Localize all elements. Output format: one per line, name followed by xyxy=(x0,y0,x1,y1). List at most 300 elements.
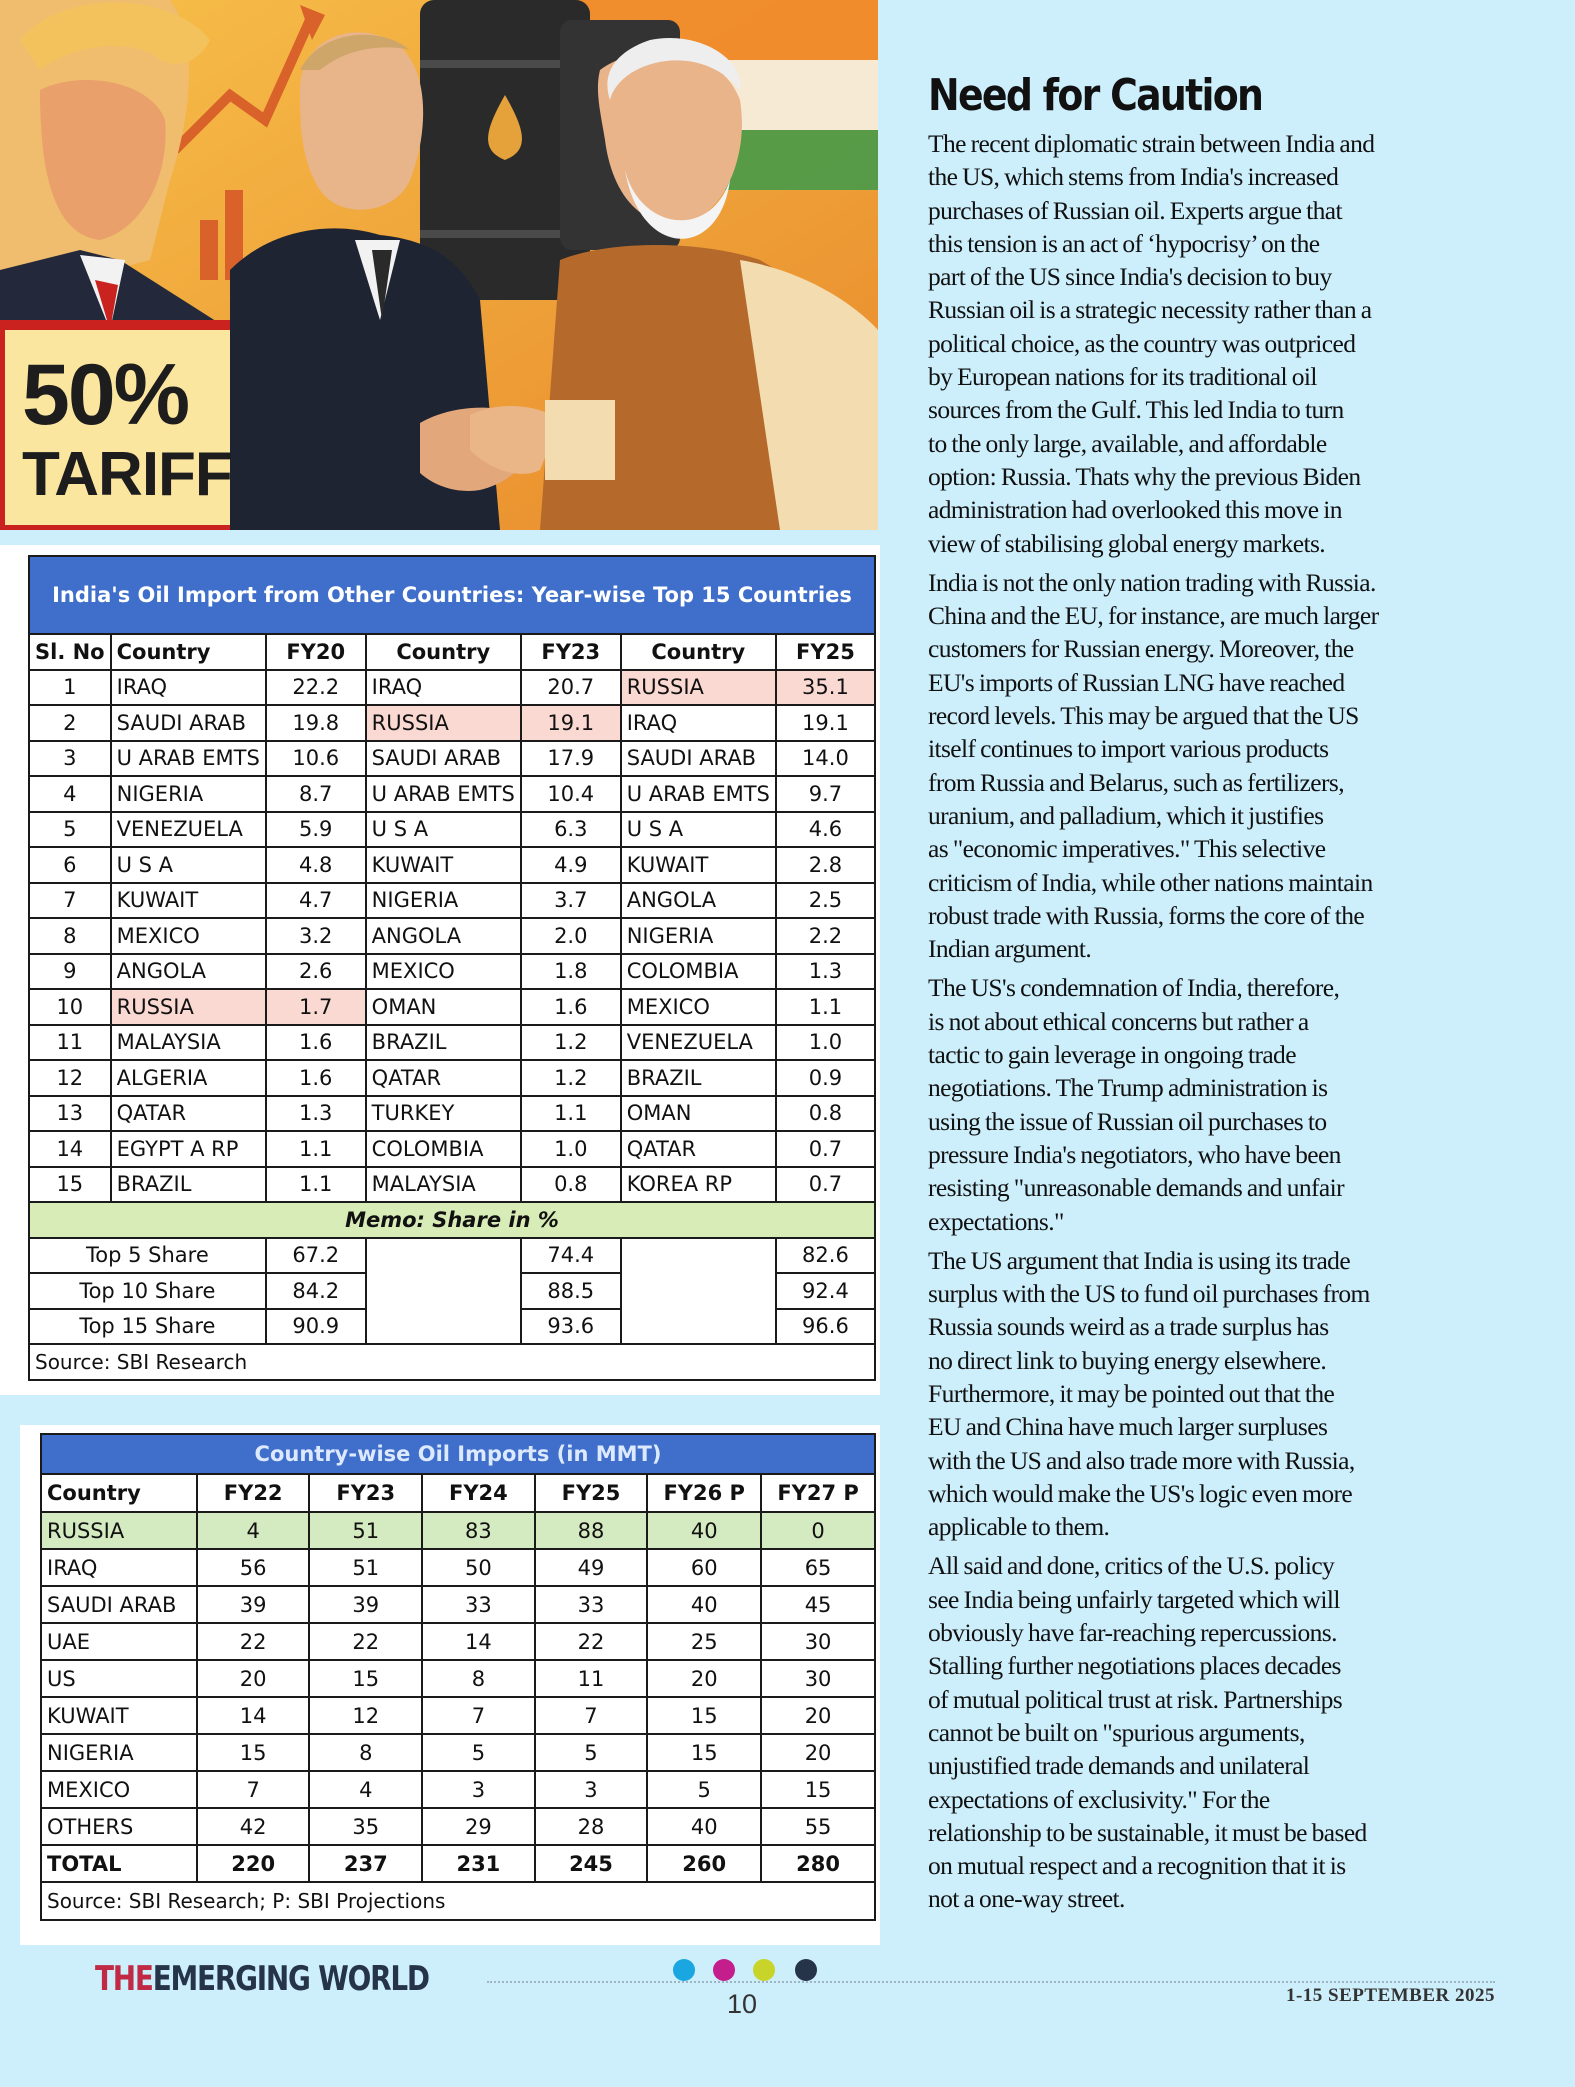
value-cell: 42 xyxy=(197,1808,310,1845)
value-cell: 10.4 xyxy=(521,776,621,812)
value-cell: 56 xyxy=(197,1549,310,1586)
article-line: uranium, and palladium, which it justifies xyxy=(928,800,1324,830)
country-cell: BRAZIL xyxy=(111,1167,266,1203)
value-cell: 15 xyxy=(761,1771,875,1808)
value-cell: 1.1 xyxy=(266,1167,366,1203)
table-row xyxy=(29,883,875,919)
rank-cell: 1 xyxy=(29,670,111,706)
value-cell: 29 xyxy=(422,1808,535,1845)
article-line: criticism of India, while other nations maintain xyxy=(928,867,1373,897)
value-cell: 17.9 xyxy=(521,741,621,777)
table-row xyxy=(29,1096,875,1132)
tariff-sign-word: TARIFF xyxy=(22,440,232,509)
country-cell: U S A xyxy=(621,812,776,848)
table-row xyxy=(29,741,875,777)
value-cell: 20 xyxy=(647,1660,761,1697)
value-cell: 0.9 xyxy=(776,1060,875,1096)
country-cell: EGYPT A RP xyxy=(111,1131,266,1167)
country-cell: ALGERIA xyxy=(111,1060,266,1096)
rank-cell: 7 xyxy=(29,883,111,919)
rank-cell: 11 xyxy=(29,1025,111,1061)
value-cell: 0.7 xyxy=(776,1167,875,1203)
share-fy23: 93.6 xyxy=(521,1309,621,1345)
value-cell: 5 xyxy=(535,1734,648,1771)
dot-icon xyxy=(753,1959,775,1981)
share-fy25: 96.6 xyxy=(776,1309,875,1345)
logo-emerging-world: EMERGING WORLD xyxy=(152,1959,429,1999)
article-line: view of stabilising global energy markets. xyxy=(928,528,1326,558)
value-cell: 35 xyxy=(309,1808,422,1845)
share-blank xyxy=(366,1238,521,1345)
article-paragraph xyxy=(928,1549,1508,1915)
table1-header-fy25: FY25 xyxy=(776,634,875,670)
article-line: to the only large, available, and affordable xyxy=(928,428,1327,458)
value-cell: 2.8 xyxy=(776,847,875,883)
rank-cell: 15 xyxy=(29,1167,111,1203)
value-cell: 60 xyxy=(647,1549,761,1586)
rank-cell: 3 xyxy=(29,741,111,777)
value-cell: 220 xyxy=(197,1845,310,1882)
table-row xyxy=(29,1131,875,1167)
country-cell: KUWAIT xyxy=(621,847,776,883)
value-cell: 4 xyxy=(197,1512,310,1549)
value-cell: 7 xyxy=(535,1697,648,1734)
value-cell: 15 xyxy=(647,1697,761,1734)
value-cell: 25 xyxy=(647,1623,761,1660)
country-cell: MEXICO xyxy=(621,989,776,1025)
value-cell: 1.1 xyxy=(521,1096,621,1132)
value-cell: 12 xyxy=(309,1697,422,1734)
value-cell: 35.1 xyxy=(776,670,875,706)
value-cell: 0 xyxy=(761,1512,875,1549)
page-number: 10 xyxy=(727,1989,758,2019)
table2-title: Country-wise Oil Imports (in MMT) xyxy=(41,1434,875,1474)
country-cell: RUSSIA xyxy=(111,989,266,1025)
value-cell: 280 xyxy=(761,1845,875,1882)
value-cell: 1.2 xyxy=(521,1025,621,1061)
country-cell: NIGERIA xyxy=(111,776,266,812)
value-cell: 260 xyxy=(647,1845,761,1882)
share-fy25: 92.4 xyxy=(776,1273,875,1309)
country-cell: MEXICO xyxy=(366,954,521,990)
article-line: negotiations. The Trump administration is xyxy=(928,1073,1328,1103)
value-cell: 7 xyxy=(422,1697,535,1734)
value-cell: 20.7 xyxy=(521,670,621,706)
country-cell: VENEZUELA xyxy=(621,1025,776,1061)
value-cell: 5 xyxy=(422,1734,535,1771)
rank-cell: 6 xyxy=(29,847,111,883)
country-cell: BRAZIL xyxy=(366,1025,521,1061)
cover-illustration xyxy=(0,0,878,530)
value-cell: 1.6 xyxy=(521,989,621,1025)
country-cell: SAUDI ARAB xyxy=(366,741,521,777)
value-cell: 20 xyxy=(761,1697,875,1734)
country-cell: TURKEY xyxy=(366,1096,521,1132)
value-cell: 8 xyxy=(422,1660,535,1697)
value-cell: 1.6 xyxy=(266,1025,366,1061)
country-cell: ANGOLA xyxy=(366,918,521,954)
value-cell: 28 xyxy=(535,1808,648,1845)
country-oil-imports-table xyxy=(40,1433,876,1921)
country-cell: OTHERS xyxy=(41,1808,197,1845)
country-cell: RUSSIA xyxy=(366,705,521,741)
issue-date: 1-15 SEPTEMBER 2025 xyxy=(1285,1985,1495,2006)
article-line: sources from the Gulf. This led India to turn xyxy=(928,395,1344,425)
article-line: customers for Russian energy. Moreover, the xyxy=(928,634,1354,664)
value-cell: 22.2 xyxy=(266,670,366,706)
table1-header-country: Country xyxy=(111,634,266,670)
share-label: Top 5 Share xyxy=(29,1238,266,1274)
article-line: The US's condemnation of India, therefore, xyxy=(928,973,1340,1003)
article-line: China and the EU, for instance, are much larger xyxy=(928,601,1379,631)
table-row xyxy=(29,705,875,741)
table1-header-country: Country xyxy=(621,634,776,670)
dot-icon xyxy=(713,1959,735,1981)
country-cell: SAUDI ARAB xyxy=(41,1586,197,1623)
dot-icon xyxy=(795,1959,817,1981)
value-cell: 3.2 xyxy=(266,918,366,954)
country-cell: NIGERIA xyxy=(366,883,521,919)
article-body xyxy=(928,127,1508,1916)
table1-rows xyxy=(29,670,875,1203)
rank-cell: 8 xyxy=(29,918,111,954)
article-line: robust trade with Russia, forms the core of the xyxy=(928,900,1365,930)
value-cell: 11 xyxy=(535,1660,648,1697)
country-cell: MEXICO xyxy=(111,918,266,954)
table-row xyxy=(41,1734,875,1771)
article-line: EU and China have much larger surpluses xyxy=(928,1412,1328,1442)
country-cell: IRAQ xyxy=(621,705,776,741)
table-row xyxy=(41,1586,875,1623)
article-line: record levels. This may be argued that the US xyxy=(928,701,1359,731)
value-cell: 4.8 xyxy=(266,847,366,883)
value-cell: 4 xyxy=(309,1771,422,1808)
table2-header-fy27p: FY27 P xyxy=(761,1474,875,1512)
country-cell: IRAQ xyxy=(366,670,521,706)
value-cell: 14 xyxy=(197,1697,310,1734)
article-line: Russia sounds weird as a trade surplus has xyxy=(928,1312,1329,1342)
country-cell: RUSSIA xyxy=(621,670,776,706)
share-fy20: 84.2 xyxy=(266,1273,366,1309)
value-cell: 55 xyxy=(761,1808,875,1845)
country-cell: U S A xyxy=(111,847,266,883)
value-cell: 1.2 xyxy=(521,1060,621,1096)
value-cell: 14.0 xyxy=(776,741,875,777)
value-cell: 22 xyxy=(197,1623,310,1660)
rank-cell: 10 xyxy=(29,989,111,1025)
article-headline: Need for Caution xyxy=(928,70,1263,121)
share-fy20: 67.2 xyxy=(266,1238,366,1274)
article-line: using the issue of Russian oil purchases to xyxy=(928,1106,1327,1136)
article-line: part of the US since India's decision to buy xyxy=(928,262,1332,292)
value-cell: 39 xyxy=(197,1586,310,1623)
value-cell: 39 xyxy=(309,1586,422,1623)
table2-header-country: Country xyxy=(41,1474,197,1512)
article-line: with the US and also trade more with Russia, xyxy=(928,1445,1355,1475)
table-row xyxy=(29,1167,875,1203)
value-cell: 2.6 xyxy=(266,954,366,990)
share-fy23: 74.4 xyxy=(521,1238,621,1274)
country-cell: MALAYSIA xyxy=(366,1167,521,1203)
table-row xyxy=(29,847,875,883)
value-cell: 9.7 xyxy=(776,776,875,812)
article-line: political choice, as the country was outpriced xyxy=(928,328,1356,358)
country-cell: SAUDI ARAB xyxy=(621,741,776,777)
country-cell: U ARAB EMTS xyxy=(621,776,776,812)
value-cell: 0.8 xyxy=(776,1096,875,1132)
value-cell: 8.7 xyxy=(266,776,366,812)
article-line: resisting "unreasonable demands and unfair xyxy=(928,1173,1344,1203)
article-line: India is not the only nation trading with Russia. xyxy=(928,567,1376,597)
value-cell: 2.2 xyxy=(776,918,875,954)
rank-cell: 5 xyxy=(29,812,111,848)
value-cell: 245 xyxy=(535,1845,648,1882)
article-line: not a one-way street. xyxy=(928,1884,1125,1914)
table2-rows xyxy=(41,1512,875,1882)
article-line: see India being unfairly targeted which will xyxy=(928,1584,1340,1614)
value-cell: 22 xyxy=(535,1623,648,1660)
value-cell: 19.1 xyxy=(776,705,875,741)
value-cell: 1.3 xyxy=(266,1096,366,1132)
value-cell: 30 xyxy=(761,1623,875,1660)
value-cell: 1.8 xyxy=(521,954,621,990)
table1-header-fy23: FY23 xyxy=(521,634,621,670)
value-cell: 2.0 xyxy=(521,918,621,954)
table-row xyxy=(41,1808,875,1845)
value-cell: 15 xyxy=(309,1660,422,1697)
share-label: Top 10 Share xyxy=(29,1273,266,1309)
country-cell: QATAR xyxy=(111,1096,266,1132)
article-line: applicable to them. xyxy=(928,1512,1110,1542)
article-line: EU's imports of Russian LNG have reached xyxy=(928,667,1345,697)
country-cell: US xyxy=(41,1660,197,1697)
share-fy25: 82.6 xyxy=(776,1238,875,1274)
value-cell: 0.7 xyxy=(776,1131,875,1167)
article-line: cannot be built on "spurious arguments, xyxy=(928,1717,1305,1747)
table-row xyxy=(41,1512,875,1549)
value-cell: 5.9 xyxy=(266,812,366,848)
article-line: is not about ethical concerns but rather a xyxy=(928,1006,1309,1036)
table1-header-slno: Sl. No xyxy=(29,634,111,670)
article-line: Stalling further negotiations places decades xyxy=(928,1651,1341,1681)
table-row xyxy=(29,954,875,990)
table1-header-fy20: FY20 xyxy=(266,634,366,670)
country-cell: QATAR xyxy=(621,1131,776,1167)
value-cell: 30 xyxy=(761,1660,875,1697)
table-row xyxy=(29,1060,875,1096)
table-row xyxy=(41,1697,875,1734)
article xyxy=(928,70,1508,1922)
country-cell: TOTAL xyxy=(41,1845,197,1882)
share-fy23: 88.5 xyxy=(521,1273,621,1309)
table1-title: India's Oil Import from Other Countries: Year-wise Top 15 Countries xyxy=(29,556,875,634)
article-line: expectations." xyxy=(928,1206,1064,1236)
top15-countries-table xyxy=(28,555,876,1381)
value-cell: 40 xyxy=(647,1808,761,1845)
value-cell: 83 xyxy=(422,1512,535,1549)
article-line: unjustified trade demands and unilateral xyxy=(928,1751,1310,1781)
value-cell: 1.0 xyxy=(776,1025,875,1061)
table-row xyxy=(29,989,875,1025)
country-cell: KUWAIT xyxy=(366,847,521,883)
article-line: obviously have far-reaching repercussions. xyxy=(928,1618,1337,1648)
table-row xyxy=(41,1660,875,1697)
table-row xyxy=(29,776,875,812)
article-line: Indian argument. xyxy=(928,934,1092,964)
country-cell: U ARAB EMTS xyxy=(366,776,521,812)
share-blank xyxy=(621,1238,776,1345)
tariff-sign-percent: 50% xyxy=(22,347,189,443)
article-line: this tension is an act of ‘hypocrisy’ on the xyxy=(928,228,1320,258)
article-line: from Russia and Belarus, such as fertilizers, xyxy=(928,767,1344,797)
value-cell: 20 xyxy=(761,1734,875,1771)
country-cell: IRAQ xyxy=(41,1549,197,1586)
country-cell: NIGERIA xyxy=(41,1734,197,1771)
country-cell: ANGOLA xyxy=(111,954,266,990)
article-line: of mutual political trust at risk. Partnerships xyxy=(928,1684,1343,1714)
country-cell: KUWAIT xyxy=(111,883,266,919)
table-row xyxy=(41,1623,875,1660)
footer-divider xyxy=(487,1981,1495,1983)
table-row xyxy=(41,1771,875,1808)
value-cell: 1.3 xyxy=(776,954,875,990)
value-cell: 88 xyxy=(535,1512,648,1549)
rank-cell: 4 xyxy=(29,776,111,812)
country-cell: U S A xyxy=(366,812,521,848)
country-cell: NIGERIA xyxy=(621,918,776,954)
country-cell: RUSSIA xyxy=(41,1512,197,1549)
value-cell: 15 xyxy=(197,1734,310,1771)
country-cell: COLOMBIA xyxy=(366,1131,521,1167)
rank-cell: 9 xyxy=(29,954,111,990)
value-cell: 0.8 xyxy=(521,1167,621,1203)
table1-source: Source: SBI Research xyxy=(29,1344,875,1380)
value-cell: 237 xyxy=(309,1845,422,1882)
country-cell: MALAYSIA xyxy=(111,1025,266,1061)
value-cell: 2.5 xyxy=(776,883,875,919)
article-line: as "economic imperatives." This selective xyxy=(928,834,1326,864)
article-line: tactic to gain leverage in ongoing trade xyxy=(928,1040,1296,1070)
article-line: itself continues to import various products xyxy=(928,734,1329,764)
value-cell: 40 xyxy=(647,1512,761,1549)
country-cell: QATAR xyxy=(366,1060,521,1096)
value-cell: 49 xyxy=(535,1549,648,1586)
table-row xyxy=(41,1549,875,1586)
country-cell: OMAN xyxy=(366,989,521,1025)
table1-header-country: Country xyxy=(366,634,521,670)
article-line: Furthermore, it may be pointed out that the xyxy=(928,1378,1335,1408)
value-cell: 10.6 xyxy=(266,741,366,777)
rank-cell: 14 xyxy=(29,1131,111,1167)
rank-cell: 13 xyxy=(29,1096,111,1132)
table-row xyxy=(29,918,875,954)
value-cell: 65 xyxy=(761,1549,875,1586)
rank-cell: 2 xyxy=(29,705,111,741)
country-cell: MEXICO xyxy=(41,1771,197,1808)
table-row xyxy=(29,812,875,848)
table2-header-fy23: FY23 xyxy=(309,1474,422,1512)
value-cell: 3 xyxy=(422,1771,535,1808)
country-cell: KUWAIT xyxy=(41,1697,197,1734)
value-cell: 50 xyxy=(422,1549,535,1586)
value-cell: 6.3 xyxy=(521,812,621,848)
article-paragraph xyxy=(928,1244,1508,1544)
value-cell: 5 xyxy=(647,1771,761,1808)
share-row xyxy=(29,1238,875,1274)
value-cell: 4.9 xyxy=(521,847,621,883)
article-line: relationship to be sustainable, it must be based xyxy=(928,1817,1367,1847)
value-cell: 3.7 xyxy=(521,883,621,919)
value-cell: 45 xyxy=(761,1586,875,1623)
article-line: on mutual respect and a recognition that it is xyxy=(928,1851,1346,1881)
article-line: Russian oil is a strategic necessity rather than a xyxy=(928,295,1372,325)
dot-icon xyxy=(673,1959,695,1981)
tariff-sign xyxy=(22,347,252,509)
table1-memo: Memo: Share in % xyxy=(29,1202,875,1238)
country-cell: KOREA RP xyxy=(621,1167,776,1203)
table2-source: Source: SBI Research; P: SBI Projections xyxy=(41,1882,875,1920)
article-line: The US argument that India is using its trade xyxy=(928,1245,1351,1275)
table2-header-fy26p: FY26 P xyxy=(647,1474,761,1512)
value-cell: 231 xyxy=(422,1845,535,1882)
article-line: surplus with the US to fund oil purchases from xyxy=(928,1279,1370,1309)
share-label: Top 15 Share xyxy=(29,1309,266,1345)
value-cell: 51 xyxy=(309,1549,422,1586)
value-cell: 20 xyxy=(197,1660,310,1697)
article-paragraph xyxy=(928,971,1508,1237)
article-paragraph xyxy=(928,566,1508,966)
value-cell: 22 xyxy=(309,1623,422,1660)
value-cell: 40 xyxy=(647,1586,761,1623)
country-cell: ANGOLA xyxy=(621,883,776,919)
value-cell: 15 xyxy=(647,1734,761,1771)
article-line: option: Russia. Thats why the previous Biden xyxy=(928,461,1361,491)
country-cell: IRAQ xyxy=(111,670,266,706)
table2-header-fy24: FY24 xyxy=(422,1474,535,1512)
country-cell: UAE xyxy=(41,1623,197,1660)
country-cell: VENEZUELA xyxy=(111,812,266,848)
table-row xyxy=(41,1845,875,1882)
value-cell: 4.7 xyxy=(266,883,366,919)
value-cell: 1.0 xyxy=(521,1131,621,1167)
country-cell: SAUDI ARAB xyxy=(111,705,266,741)
table-row xyxy=(29,1025,875,1061)
value-cell: 1.1 xyxy=(776,989,875,1025)
article-line: administration had overlooked this move in xyxy=(928,495,1342,525)
value-cell: 33 xyxy=(422,1586,535,1623)
value-cell: 7 xyxy=(197,1771,310,1808)
value-cell: 19.8 xyxy=(266,705,366,741)
country-cell: U ARAB EMTS xyxy=(111,741,266,777)
magazine-logo xyxy=(95,1959,429,1999)
article-line: the US, which stems from India's increased xyxy=(928,162,1339,192)
share-fy20: 90.9 xyxy=(266,1309,366,1345)
article-line: The recent diplomatic strain between India and xyxy=(928,129,1375,158)
article-line: purchases of Russian oil. Experts argue that xyxy=(928,195,1342,225)
table-row xyxy=(29,670,875,706)
country-cell: OMAN xyxy=(621,1096,776,1132)
article-line: no direct link to buying energy elsewhere. xyxy=(928,1345,1327,1375)
value-cell: 1.6 xyxy=(266,1060,366,1096)
rank-cell: 12 xyxy=(29,1060,111,1096)
page-footer xyxy=(0,1955,1575,2019)
value-cell: 8 xyxy=(309,1734,422,1771)
value-cell: 1.1 xyxy=(266,1131,366,1167)
value-cell: 19.1 xyxy=(521,705,621,741)
value-cell: 14 xyxy=(422,1623,535,1660)
table2-header-fy22: FY22 xyxy=(197,1474,310,1512)
country-cell: COLOMBIA xyxy=(621,954,776,990)
